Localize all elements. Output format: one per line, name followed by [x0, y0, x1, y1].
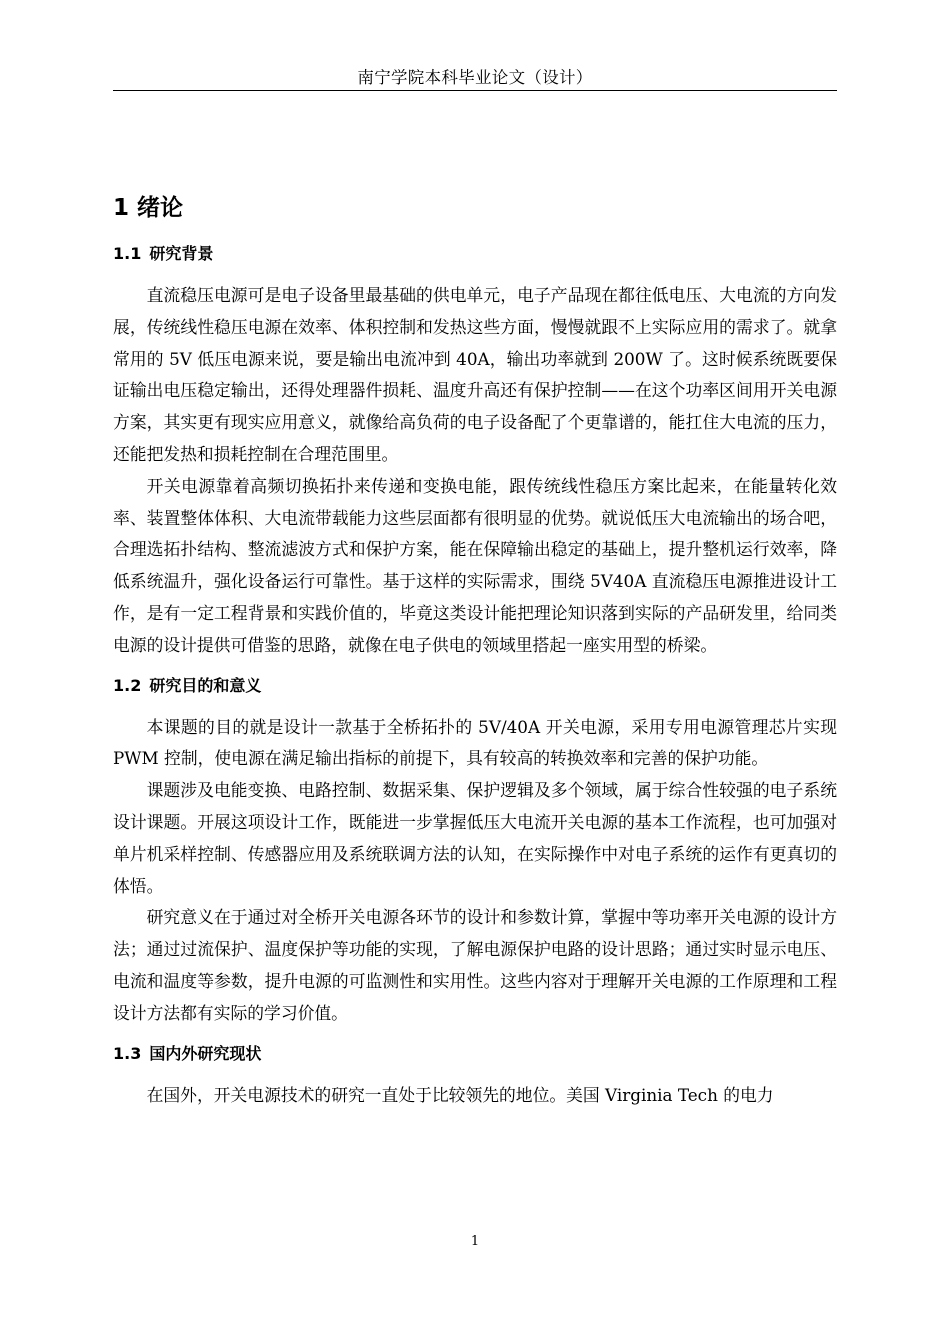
section-number: 1.1: [113, 244, 142, 263]
header-title: 南宁学院本科毕业论文（设计）: [357, 68, 593, 87]
section-1-2: [113, 668, 837, 1030]
section-title: 研究背景: [149, 244, 214, 263]
section-1-3: [113, 1036, 837, 1112]
page-number: 1: [470, 1234, 480, 1249]
paragraph: 开关电源靠着高频切换拓扑来传递和变换电能，跟传统线性稳压方案比起来，在能量转化效率、装置整体体积、大电流带载能力这些层面都有很明显的优势。就说低压大电流输出的场合吧，合理选拓扑结构、整流滤波方式和保护方案，能在保障输出稳定的基础上，提升整机运行效率，降低系统温升，强化设备运行可靠性。基于这样的实际需求，围绕 5V40A 直流稳压电源推进设计工作，是有一定工程背景和实践价值的，毕竟这类设计能把理论知识落到实际的产品研发里，给同类电源的设计提供可借鉴的思路，就像在电子供电的领域里搭起一座实用型的桥梁。: [113, 475, 837, 655]
section-title: 国内外研究现状: [149, 1043, 262, 1063]
paragraph: 在国外，开关电源技术的研究一直处于比较领先的地位。美国 Virginia Tech 的电力: [146, 1084, 774, 1105]
section-1-1: [113, 236, 837, 662]
section-number: 1.3: [113, 1043, 142, 1063]
section-heading: [113, 1036, 837, 1072]
paragraph: 课题涉及电能变换、电路控制、数据采集、保护逻辑及多个领域，属于综合性较强的电子系统设计课题。开展这项设计工作，既能进一步掌握低压大电流开关电源的基本工作流程，也可加强对单片机采样控制、传感器应用及系统联调方法的认知，在实际操作中对电子系统的运作有更真切的体悟。: [113, 780, 837, 896]
section-heading: [113, 236, 837, 272]
paragraph: 直流稳压电源可是电子设备里最基础的供电单元，电子产品现在都往低电压、大电流的方向发展，传统线性稳压电源在效率、体积控制和发热这些方面，慢慢就跟不上实际应用的需求了。就拿常用的 5V 低压电源来说，要是输出电流冲到 40A，输出功率就到 200W 了。这时候系统既要保证输出电压稳定输出，还得处理器件损耗、温度升高还有保护控制——在这个功率区间用开关电源方案，其实更有现实应用意义，就像给高负荷的电子设备配了个更靠谱的，能扛住大电流的压力，还能把发热和损耗控制在合理范围里。: [113, 285, 837, 464]
page-header: [113, 66, 837, 91]
section-number: 1.2: [113, 675, 142, 695]
chapter-title: 1 绪论: [113, 195, 184, 221]
section-title: 研究目的和意义: [149, 675, 262, 695]
section-heading: [113, 668, 837, 704]
document-body: [113, 186, 837, 1111]
paragraph: 本课题的目的就是设计一款基于全桥拓扑的 5V/40A 开关电源，采用专用电源管理芯片实现 PWM 控制，使电源在满足输出指标的前提下，具有较高的转换效率和完善的保护功能。: [113, 716, 837, 769]
paragraph: 研究意义在于通过对全桥开关电源各环节的设计和参数计算，掌握中等功率开关电源的设计方法；通过过流保护、温度保护等功能的实现，了解电源保护电路的设计思路；通过实时显示电压、电流和温度等参数，提升电源的可监测性和实用性。这些内容对于理解开关电源的工作原理和工程设计方法都有实际的学习价值。: [113, 907, 837, 1023]
